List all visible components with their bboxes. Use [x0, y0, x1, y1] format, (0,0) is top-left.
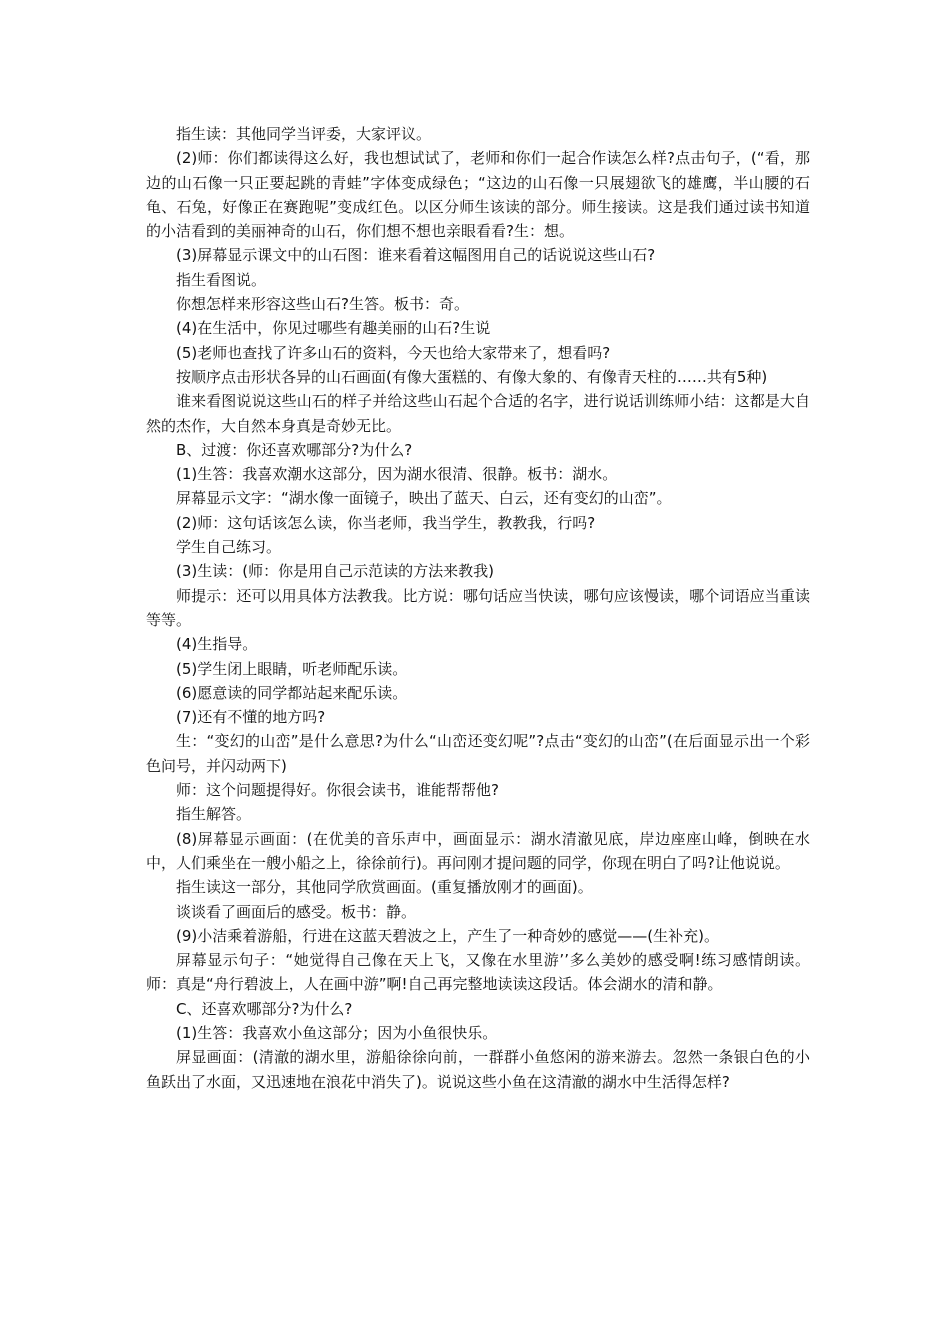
- paragraph: (8)屏幕显示画面：(在优美的音乐声中，画面显示：湖水清澈见底，岸边座座山峰，倒映在水中，人们乘坐在一艘小船之上，徐徐前行)。再问刚才提问题的同学，你现在明白了吗?让他说说。: [146, 829, 810, 872]
- paragraph: (1)生答：我喜欢潮水这部分，因为湖水很清、很静。板书：湖水。: [176, 465, 618, 484]
- paragraph: (7)还有不懂的地方吗?: [176, 708, 326, 727]
- paragraph: 屏显画面：(清澈的湖水里，游船徐徐向前，一群群小鱼悠闲的游来游去。忽然一条银白色的小鱼跃出了水面，又迅速地在浪花中消失了)。说说这些小鱼在这清澈的湖水中生活得怎样?: [146, 1048, 810, 1091]
- paragraph: 谈谈看了画面后的感受。板书：静。: [176, 902, 417, 921]
- paragraph: 你想怎样来形容这些山石?生答。板书：奇。: [176, 295, 469, 314]
- paragraph: 指生看图说。: [176, 270, 267, 289]
- document-page: [146, 122, 810, 1094]
- paragraph: (4)在生活中，你见过哪些有趣美丽的山石?生说: [176, 319, 491, 338]
- paragraph: (3)屏幕显示课文中的山石图：谁来看着这幅图用自己的话说说这些山石?: [176, 246, 656, 265]
- paragraph: (6)愿意读的同学都站起来配乐读。: [176, 683, 408, 702]
- paragraph: (5)老师也查找了许多山石的资料，今天也给大家带来了，想看吗?: [176, 343, 611, 362]
- paragraph: 师：这个问题提得好。你很会读书，谁能帮帮他?: [176, 781, 499, 800]
- paragraph: 屏幕显示文字：“湖水像一面镜子，映出了蓝天、白云，还有变幻的山峦”。: [176, 489, 672, 508]
- paragraph: (3)生读：(师：你是用自己示范读的方法来教我): [176, 562, 494, 581]
- paragraph: (4)生指导。: [176, 635, 258, 654]
- paragraph: C、还喜欢哪部分?为什么?: [176, 999, 353, 1018]
- paragraph: 指生读这一部分，其他同学欣赏画面。(重复播放刚才的画面)。: [176, 878, 593, 897]
- paragraph: 指生解答。: [176, 805, 252, 824]
- paragraph: 屏幕显示句子：“她觉得自己像在天上飞，又像在水里游’’多么美妙的感受啊!练习感情朗读。师：真是“舟行碧波上，人在画中游”啊!自己再完整地读读这段话。体会湖水的清和静。: [146, 951, 810, 994]
- paragraph: B、过渡：你还喜欢哪部分?为什么?: [176, 440, 413, 459]
- paragraph: (5)学生闭上眼睛，听老师配乐读。: [176, 659, 408, 678]
- paragraph: 谁来看图说说这些山石的样子并给这些山石起个合适的名字，进行说话训练师小结：这都是大自然的杰作，大自然本身真是奇妙无比。: [146, 392, 810, 435]
- paragraph: (9)小洁乘着游船，行进在这蓝天碧波之上，产生了一种奇妙的感觉——(生补充)。: [176, 926, 719, 945]
- paragraph: 学生自己练习。: [176, 538, 282, 557]
- paragraph: 师提示：还可以用具体方法教我。比方说：哪句话应当快读，哪句应该慢读，哪个词语应当重读等等。: [146, 586, 810, 629]
- paragraph: 生：“变幻的山峦”是什么意思?为什么“山峦还变幻呢”?点击“变幻的山峦”(在后面显示出一个彩色问号，并闪动两下): [146, 732, 810, 775]
- paragraph: (1)生答：我喜欢小鱼这部分；因为小鱼很快乐。: [176, 1023, 498, 1042]
- paragraph: 指生读：其他同学当评委，大家评议。: [176, 125, 432, 143]
- paragraph: 按顺序点击形状各异的山石画面(有像大蛋糕的、有像大象的、有像青天柱的……共有5种): [176, 367, 768, 386]
- paragraph: (2)师：这句话该怎么读，你当老师，我当学生，教教我，行吗?: [176, 513, 596, 532]
- paragraph: (2)师：你们都读得这么好，我也想试试了，老师和你们一起合作读怎么样?点击句子，(“看，那边的山石像一只正要起跳的青蛙”字体变成绿色；“这边的山石像一只展翅欲飞的雄鹰，半山腰的石龟、石兔，好像正在赛跑呢”变成红色。以区分师生该读的部分。师生接读。这是我们通过读书知道的小洁看到的美丽神奇的山石，你们想不想也亲眼看看?生：想。: [146, 149, 810, 241]
